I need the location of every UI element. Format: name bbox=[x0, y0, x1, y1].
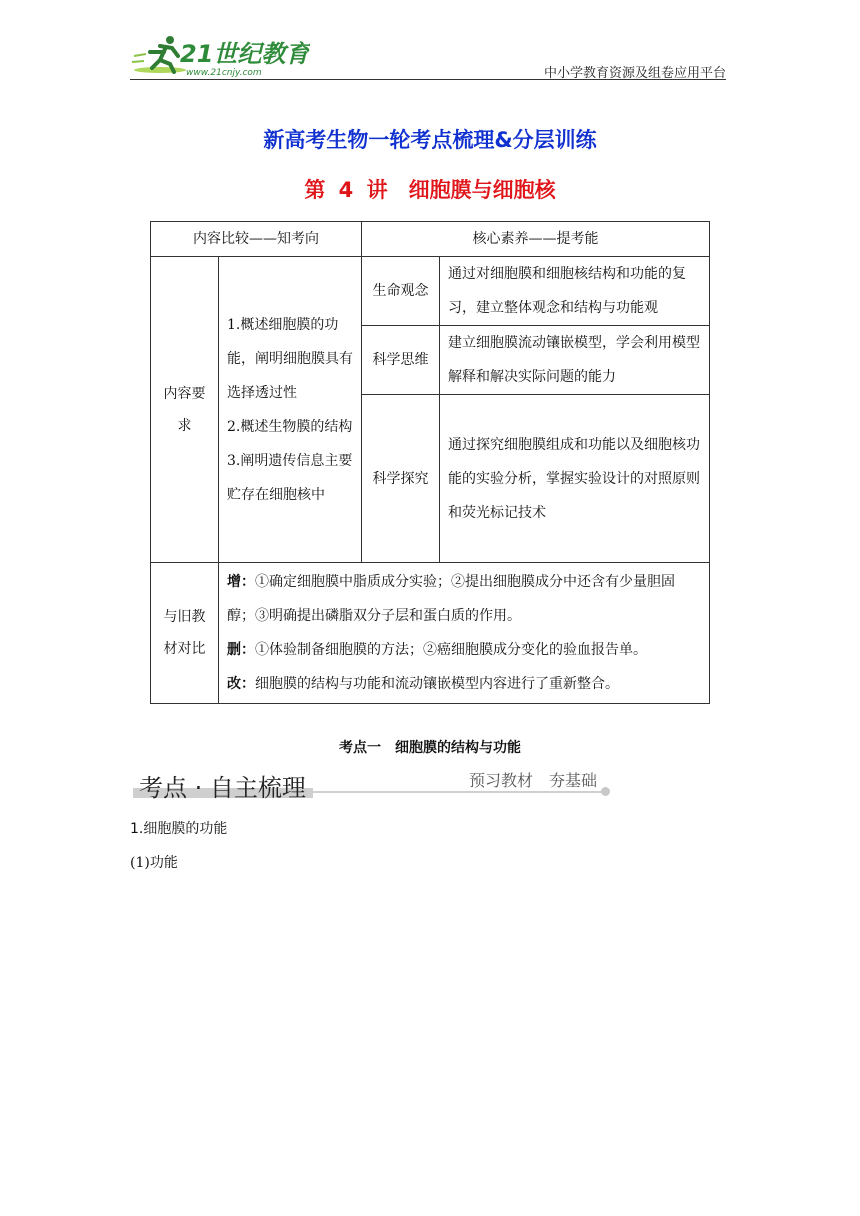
header-divider bbox=[130, 79, 726, 80]
requirement-text: 1.概述细胞膜的功能，阐明细胞膜具有选择透过性 2.概述生物膜的结构 3.阐明遗传信息主要贮存在细胞核中 bbox=[219, 257, 362, 563]
literacy-name: 科学思维 bbox=[362, 326, 440, 395]
site-name: 中小学教育资源及组卷应用平台 bbox=[543, 66, 726, 81]
literacy-name: 生命观念 bbox=[362, 257, 440, 326]
banner-title: 考点 · 自主梳理 bbox=[139, 774, 306, 802]
page-header bbox=[130, 34, 726, 80]
document-title: 新高考生物一轮考点梳理&分层训练 bbox=[263, 128, 597, 152]
literacy-name: 科学探究 bbox=[362, 395, 440, 563]
table-row bbox=[151, 257, 710, 326]
section-banner bbox=[133, 764, 613, 802]
literacy-desc: 通过对细胞膜和细胞核结构和功能的复习，建立整体观念和结构与功能观 bbox=[440, 257, 710, 326]
svg-text:www.21cnjy.com: www.21cnjy.com bbox=[186, 68, 262, 78]
banner-dot bbox=[601, 787, 610, 796]
compare-change: 改：细胞膜的结构与功能和流动镶嵌模型内容进行了重新整合。 bbox=[227, 676, 619, 692]
compare-content bbox=[219, 563, 710, 704]
section-title: 考点一 细胞膜的结构与功能 bbox=[339, 740, 521, 756]
literacy-desc: 建立细胞膜流动镶嵌模型，学会利用模型解释和解决实际问题的能力 bbox=[440, 326, 710, 395]
banner-subtitle: 预习教材 夯基础 bbox=[469, 771, 598, 790]
subheading-function: (1)功能 bbox=[130, 855, 178, 871]
lecture-title: 第 4 讲 细胞膜与细胞核 bbox=[304, 178, 556, 202]
header-core-literacy: 核心素养——提考能 bbox=[362, 222, 710, 257]
heading-membrane-function: 1.细胞膜的功能 bbox=[130, 821, 228, 837]
table-header-row bbox=[151, 222, 710, 257]
svg-text:21世纪教育: 21世纪教育 bbox=[180, 40, 310, 68]
overview-table bbox=[150, 221, 710, 704]
compare-add: 增：①确定细胞膜中脂质成分实验；②提出细胞膜成分中还含有少量胆固醇；③明确提出磷脂双分子层和蛋白质的作用。 bbox=[227, 574, 675, 624]
compare-remove: 删：①体验制备细胞膜的方法；②癌细胞膜成分变化的验血报告单。 bbox=[227, 642, 647, 658]
requirement-label: 内容要求 bbox=[151, 257, 219, 563]
literacy-desc: 通过探究细胞膜组成和功能以及细胞核功能的实验分析，掌握实验设计的对照原则和荧光标记技术 bbox=[440, 395, 710, 563]
header-content-compare: 内容比较——知考向 bbox=[151, 222, 362, 257]
compare-label: 与旧教材对比 bbox=[151, 563, 219, 704]
table-row bbox=[151, 563, 710, 704]
logo bbox=[130, 34, 310, 78]
